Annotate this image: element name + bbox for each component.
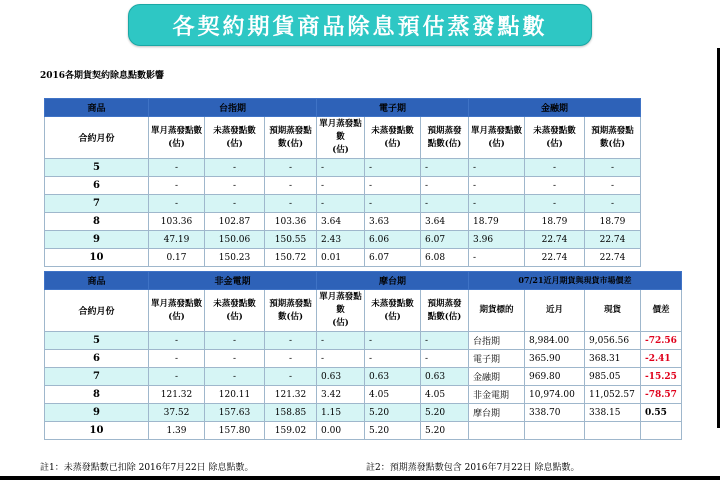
column-header-line: (估) <box>168 311 185 322</box>
value-cell: - <box>365 177 421 195</box>
value-cell: 157.63 <box>205 404 265 422</box>
value-cell: - <box>205 195 265 213</box>
column-header-line: 點數(估) <box>427 138 462 149</box>
value-cell: - <box>317 159 365 177</box>
header-contract-month: 合約月份 <box>45 117 149 159</box>
group-header: 台指期 <box>149 99 317 117</box>
value-cell: - <box>317 332 365 350</box>
contract-month: 10 <box>45 422 149 440</box>
column-header-line: (估) <box>168 138 185 149</box>
value-cell: 3.42 <box>317 386 365 404</box>
column-header <box>205 290 265 332</box>
value-cell: 157.80 <box>205 422 265 440</box>
column-header <box>421 117 469 159</box>
column-header-line: 未蒸發點數 <box>213 298 256 309</box>
basis-cell: -15.25 <box>641 368 682 386</box>
basis-column-header: 期貨標的 <box>469 290 525 332</box>
basis-cell <box>469 422 525 440</box>
contract-month: 10 <box>45 249 149 267</box>
column-header-line: 未蒸發點數 <box>371 125 414 136</box>
value-cell: 5.20 <box>365 404 421 422</box>
table-row <box>45 159 641 177</box>
table-row <box>45 213 641 231</box>
basis-cell <box>641 422 682 440</box>
column-header <box>265 117 317 159</box>
value-cell: 22.74 <box>525 249 585 267</box>
column-header-line: 數(估) <box>277 138 304 149</box>
table-row <box>45 350 682 368</box>
value-cell: - <box>265 195 317 213</box>
value-cell: 0.01 <box>317 249 365 267</box>
column-header <box>265 290 317 332</box>
value-cell: 103.36 <box>265 213 317 231</box>
column-header <box>525 117 585 159</box>
value-cell: - <box>365 332 421 350</box>
column-header-line: 預期蒸發 <box>427 298 462 309</box>
value-cell: 3.96 <box>469 231 525 249</box>
table-row <box>45 368 682 386</box>
column-header-line: 單月蒸發點數 <box>319 119 362 142</box>
contract-month: 5 <box>45 159 149 177</box>
value-cell: 0.63 <box>365 368 421 386</box>
value-cell: - <box>365 195 421 213</box>
basis-header: 07/21近月期貨與現貨市場價差 <box>469 272 682 290</box>
bottom-border <box>0 476 720 480</box>
group-header: 非金電期 <box>149 272 317 290</box>
contract-month: 9 <box>45 404 149 422</box>
value-cell: - <box>205 159 265 177</box>
report-subtitle: 2016各期貨契約除息點數影響 <box>40 71 165 81</box>
contract-month: 7 <box>45 195 149 213</box>
page-title: 各契約期貨商品除息預估蒸發點數 <box>172 14 548 40</box>
value-cell: - <box>265 350 317 368</box>
value-cell: - <box>149 350 205 368</box>
value-cell: 18.79 <box>469 213 525 231</box>
value-cell: 3.64 <box>421 213 469 231</box>
basis-cell: 338.15 <box>585 404 641 422</box>
table-row <box>45 195 641 213</box>
value-cell: 5.20 <box>421 422 469 440</box>
group-header: 摩台期 <box>317 272 469 290</box>
basis-column-header: 現貨 <box>585 290 641 332</box>
value-cell: - <box>149 177 205 195</box>
basis-cell: 11,052.57 <box>585 386 641 404</box>
value-cell: 121.32 <box>149 386 205 404</box>
column-header-line: 數(估) <box>277 311 304 322</box>
column-header-line: (估) <box>226 311 243 322</box>
value-cell: - <box>149 368 205 386</box>
column-header <box>149 117 205 159</box>
value-cell: 3.63 <box>365 213 421 231</box>
value-cell: 120.11 <box>205 386 265 404</box>
contract-month: 6 <box>45 177 149 195</box>
value-cell: 121.32 <box>265 386 317 404</box>
value-cell: - <box>585 159 641 177</box>
table-row <box>45 422 682 440</box>
value-cell: 6.08 <box>421 249 469 267</box>
contract-month: 6 <box>45 350 149 368</box>
value-cell: 0.63 <box>317 368 365 386</box>
value-cell: - <box>525 195 585 213</box>
value-cell: - <box>205 332 265 350</box>
value-cell: - <box>317 350 365 368</box>
group-header: 電子期 <box>317 99 469 117</box>
value-cell: - <box>469 195 525 213</box>
value-cell: - <box>365 159 421 177</box>
column-header-line: 單月蒸發點數 <box>319 292 362 315</box>
column-header <box>205 117 265 159</box>
value-cell: 0.17 <box>149 249 205 267</box>
value-cell: - <box>265 159 317 177</box>
value-cell: 18.79 <box>585 213 641 231</box>
column-header-line: 預期蒸發點 <box>591 125 634 136</box>
column-header <box>365 117 421 159</box>
value-cell: 18.79 <box>525 213 585 231</box>
basis-cell: 非金電期 <box>469 386 525 404</box>
basis-cell: 338.70 <box>525 404 585 422</box>
column-header-line: 未蒸發點數 <box>533 125 576 136</box>
value-cell: - <box>469 159 525 177</box>
value-cell: - <box>205 368 265 386</box>
contract-month: 5 <box>45 332 149 350</box>
basis-cell: 8,984.00 <box>525 332 585 350</box>
column-header-line: 預期蒸發 <box>427 125 462 136</box>
basis-cell: 10,974.00 <box>525 386 585 404</box>
basis-cell: 電子期 <box>469 350 525 368</box>
column-header-line: 未蒸發點數 <box>371 298 414 309</box>
value-cell: 5.20 <box>365 422 421 440</box>
value-cell: 0.63 <box>421 368 469 386</box>
contract-month: 9 <box>45 231 149 249</box>
basis-cell <box>585 422 641 440</box>
column-header <box>585 117 641 159</box>
value-cell: 1.15 <box>317 404 365 422</box>
value-cell: - <box>149 159 205 177</box>
header-contract-month: 合約月份 <box>45 290 149 332</box>
value-cell: 150.72 <box>265 249 317 267</box>
title-banner <box>128 4 592 46</box>
value-cell: - <box>365 350 421 368</box>
header-product: 商品 <box>45 99 149 117</box>
value-cell: - <box>205 177 265 195</box>
column-header-line: 單月蒸發點數 <box>151 298 203 309</box>
value-cell: 6.06 <box>365 231 421 249</box>
header-product: 商品 <box>45 272 149 290</box>
value-cell: 22.74 <box>525 231 585 249</box>
dividend-points-table-2 <box>44 271 682 440</box>
value-cell: 103.36 <box>149 213 205 231</box>
table-row <box>45 177 641 195</box>
column-header-line: 單月蒸發點數 <box>471 125 523 136</box>
basis-cell: -78.57 <box>641 386 682 404</box>
value-cell: - <box>421 159 469 177</box>
note-2: 註2：預期蒸發點數包含 2016年7月22日 除息點數。 <box>366 463 580 473</box>
value-cell: 47.19 <box>149 231 205 249</box>
value-cell: 3.64 <box>317 213 365 231</box>
value-cell: - <box>525 159 585 177</box>
value-cell: 2.43 <box>317 231 365 249</box>
basis-cell: 969.80 <box>525 368 585 386</box>
value-cell: - <box>421 350 469 368</box>
value-cell: - <box>469 249 525 267</box>
column-header <box>149 290 205 332</box>
contract-month: 7 <box>45 368 149 386</box>
value-cell: - <box>149 195 205 213</box>
basis-column-header: 近月 <box>525 290 585 332</box>
column-header <box>317 117 365 159</box>
basis-cell: 0.55 <box>641 404 682 422</box>
basis-cell <box>525 422 585 440</box>
value-cell: - <box>421 332 469 350</box>
column-header-line: 數(估) <box>599 138 626 149</box>
basis-cell: -2.41 <box>641 350 682 368</box>
column-header-line: 預期蒸發點 <box>269 298 312 309</box>
column-header-line: (估) <box>546 138 563 149</box>
value-cell: 22.74 <box>585 231 641 249</box>
column-header-line: (估) <box>226 138 243 149</box>
basis-cell: 金融期 <box>469 368 525 386</box>
value-cell: - <box>585 177 641 195</box>
value-cell: - <box>421 195 469 213</box>
value-cell: 102.87 <box>205 213 265 231</box>
value-cell: 159.02 <box>265 422 317 440</box>
value-cell: - <box>469 177 525 195</box>
value-cell: - <box>205 350 265 368</box>
value-cell: 158.85 <box>265 404 317 422</box>
column-header-line: (估) <box>332 318 349 328</box>
value-cell: 150.23 <box>205 249 265 267</box>
group-header: 金融期 <box>469 99 641 117</box>
value-cell: 22.74 <box>585 249 641 267</box>
value-cell: 150.06 <box>205 231 265 249</box>
value-cell: 6.07 <box>421 231 469 249</box>
column-header <box>317 290 365 332</box>
column-header-line: 單月蒸發點數 <box>151 125 203 136</box>
column-header-line: (估) <box>384 138 401 149</box>
note-1: 註1：未蒸發點數已扣除 2016年7月22日 除息點數。 <box>40 463 254 473</box>
column-header-line: (估) <box>488 138 505 149</box>
value-cell: 0.00 <box>317 422 365 440</box>
value-cell: - <box>525 177 585 195</box>
value-cell: - <box>265 177 317 195</box>
column-header-line: 預期蒸發點 <box>269 125 312 136</box>
value-cell: - <box>585 195 641 213</box>
value-cell: 37.52 <box>149 404 205 422</box>
column-header-line: 未蒸發點數 <box>213 125 256 136</box>
table-row <box>45 386 682 404</box>
column-header <box>365 290 421 332</box>
value-cell: 150.55 <box>265 231 317 249</box>
basis-cell: -72.56 <box>641 332 682 350</box>
contract-month: 8 <box>45 213 149 231</box>
dividend-points-table-1 <box>44 98 641 267</box>
table-row <box>45 404 682 422</box>
basis-cell: 摩台期 <box>469 404 525 422</box>
value-cell: 4.05 <box>365 386 421 404</box>
value-cell: - <box>265 368 317 386</box>
value-cell: - <box>317 177 365 195</box>
column-header-line: (估) <box>332 145 349 155</box>
basis-column-header: 價差 <box>641 290 682 332</box>
value-cell: 1.39 <box>149 422 205 440</box>
column-header-line: (估) <box>384 311 401 322</box>
contract-month: 8 <box>45 386 149 404</box>
basis-cell: 985.05 <box>585 368 641 386</box>
table-row <box>45 332 682 350</box>
basis-cell: 365.90 <box>525 350 585 368</box>
basis-cell: 台指期 <box>469 332 525 350</box>
basis-cell: 368.31 <box>585 350 641 368</box>
value-cell: 5.20 <box>421 404 469 422</box>
column-header <box>421 290 469 332</box>
basis-cell: 9,056.56 <box>585 332 641 350</box>
value-cell: - <box>317 195 365 213</box>
value-cell: 4.05 <box>421 386 469 404</box>
value-cell: - <box>421 177 469 195</box>
table-row <box>45 249 641 267</box>
table-row <box>45 231 641 249</box>
value-cell: 6.07 <box>365 249 421 267</box>
column-header <box>469 117 525 159</box>
value-cell: - <box>265 332 317 350</box>
column-header-line: 點數(估) <box>427 311 462 322</box>
value-cell: - <box>149 332 205 350</box>
